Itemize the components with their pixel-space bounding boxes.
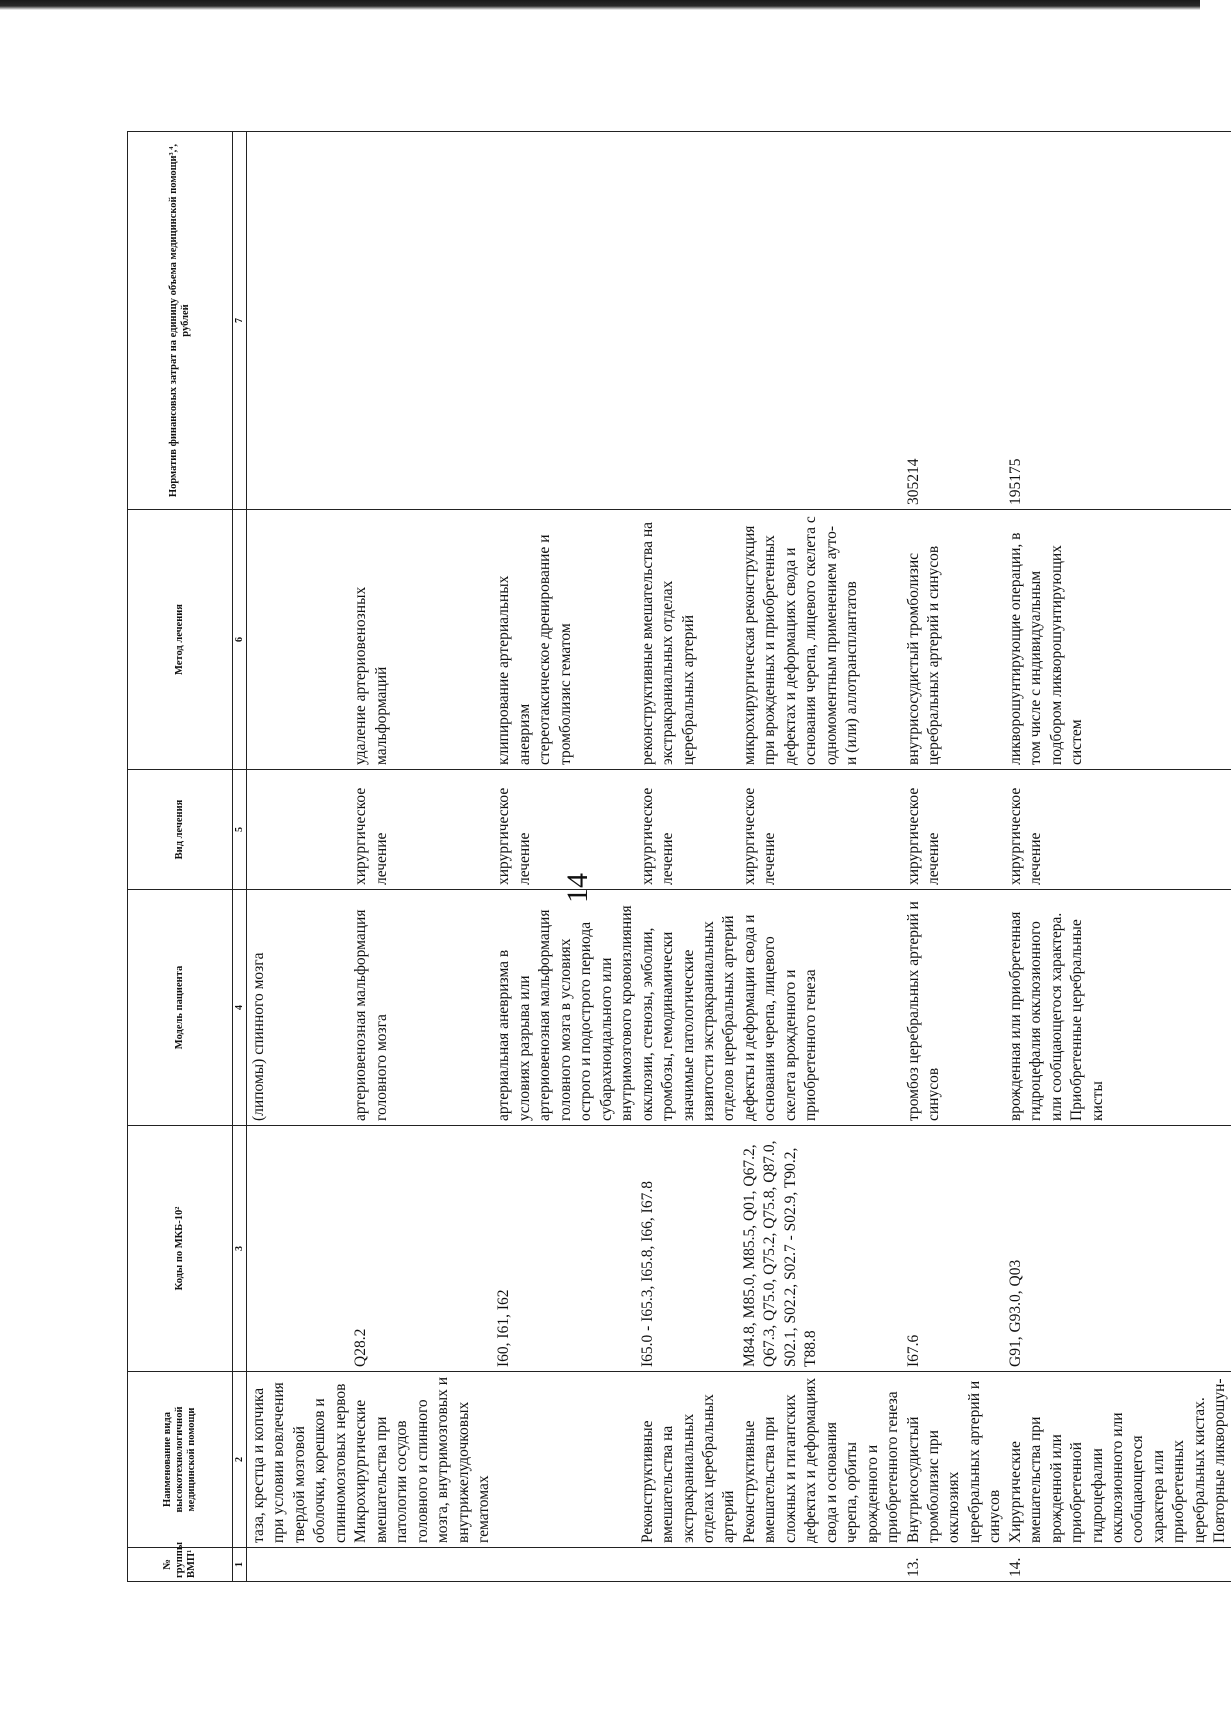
cell-model: артериальная аневризма в условиях разрыва или артериовенозная мальформация головного мозга в условиях острого и подострого периода субарахноидального или внутримозгового кровоизлияния	[494, 890, 637, 1126]
cell-model: окклюзии, стенозы, эмболии, тромбозы, гемодинамически значимые патологические извитости экстракраниальных отделов церебральных артерий	[638, 890, 740, 1126]
header-care-type: Наименование вида высокотехнологичной медицинской помощи	[128, 1372, 233, 1548]
cell-model: тромбоз церебральных артерий и синусов	[904, 890, 1006, 1126]
cell-treatment: хирургическое лечение	[638, 770, 740, 890]
cell-group: 13.	[904, 1548, 1006, 1582]
table-row	[904, 132, 1006, 1582]
cell-name: Реконструктивные вмешательства на экстракраниальных отделах церебральных артерий	[638, 1372, 740, 1548]
cell-model: артериовенозная мальформация головного мозга	[351, 890, 494, 1126]
cell-name: Микрохирургические вмешательства при патологии сосудов головного и спинного мозга, внутримозговых и внутрижелудочковых гематомах	[351, 1372, 494, 1548]
cell-norm	[638, 132, 740, 510]
cell-method: удаление артериовенозных мальформаций	[351, 510, 494, 770]
cell-name: Внутрисосудистый тромболизис при окклюзиях церебральных артерий и синусов	[904, 1372, 1006, 1548]
cell-treatment: хирургическое лечение	[351, 770, 494, 890]
cell-name: Хирургические вмешательства при врожденной или приобретенной гидроцефалии окклюзионного или сообщающегося характера или приобретенных церебральных кистах. Повторные ликворошун-	[1006, 1372, 1231, 1548]
method-line: стереотаксическое дренирование и тромболизис гематом	[536, 534, 574, 765]
col-number: 1	[233, 1548, 247, 1582]
cell-norm	[247, 132, 352, 510]
table-row	[351, 132, 494, 1582]
cell-norm	[351, 132, 494, 510]
header-number-row	[233, 132, 247, 1582]
table-row	[1006, 132, 1231, 1582]
cell-name	[494, 1372, 637, 1548]
cell-norm: 305214	[904, 132, 1006, 510]
cell-group	[740, 1548, 904, 1582]
cell-method: ликворошунтирующие операции, в том числе с индивидуальным подбором ликворошунтирующих систем	[1006, 510, 1231, 770]
rotated-table-frame	[127, 132, 1229, 1582]
page-number: 14	[561, 873, 594, 903]
cell-codes: I67.6	[904, 1126, 1006, 1372]
cell-codes: Q28.2	[351, 1126, 494, 1372]
cell-codes: I65.0 - I65.3, I65.8, I66, I67.8	[638, 1126, 740, 1372]
cell-method: внутрисосудистый тромболизис церебральных артерий и синусов	[904, 510, 1006, 770]
cell-group	[247, 1548, 352, 1582]
cell-codes: M84.8, M85.0, M85.5, Q01, Q67.2, Q67.3, Q75.0, Q75.2, Q75.8, Q87.0, S02.1, S02.2, S02.7 - S02.9, T90.2, T88.8	[740, 1126, 904, 1372]
cell-norm: 195175	[1006, 132, 1231, 510]
cell-method: микрохирургическая реконструкция при врожденных и приобретенных дефектах и деформациях свода и основания черепа, лицевого скелета с одномоментным применением ауто- и (или) аллотрансплантатов	[740, 510, 904, 770]
cell-group	[494, 1548, 637, 1582]
col-number: 5	[233, 770, 247, 890]
col-number: 2	[233, 1372, 247, 1548]
cell-treatment: хирургическое лечение	[740, 770, 904, 890]
cell-codes: G91, G93.0, Q03	[1006, 1126, 1231, 1372]
cell-model: дефекты и деформации свода и основания черепа, лицевого скелета врожденного и приобретенного генеза	[740, 890, 904, 1126]
cell-norm	[740, 132, 904, 510]
cell-norm	[494, 132, 637, 510]
cell-treatment: хирургическое лечение	[494, 770, 637, 890]
header-cost-norm: Норматив финансовых затрат на единицу объема медицинской помощи³,⁴, рублей	[128, 132, 233, 510]
cell-method: реконструктивные вмешательства на экстракраниальных отделах церебральных артерий	[638, 510, 740, 770]
method-line: клипирование артериальных аневризм	[495, 575, 533, 765]
header-patient-model: Модель пациента	[128, 890, 233, 1126]
header-group-number: № группы ВМП¹	[128, 1548, 233, 1582]
treatment-table	[127, 131, 1231, 1582]
col-number: 6	[233, 510, 247, 770]
scan-edge	[0, 0, 1200, 10]
table-row	[638, 132, 740, 1582]
header-treatment-type: Вид лечения	[128, 770, 233, 890]
cell-model: врожденная или приобретенная гидроцефалия окклюзионного или сообщающегося характера. Приобретенные церебральные кисты	[1006, 890, 1231, 1126]
cell-name: Реконструктивные вмешательства при сложных и гигантских дефектах и деформациях свода и основания черепа, орбиты врожденного и приобретенного генеза	[740, 1372, 904, 1548]
cell-method	[494, 510, 637, 770]
header-treatment-method: Метод лечения	[128, 510, 233, 770]
cell-group	[638, 1548, 740, 1582]
header-icd-codes: Коды по МКБ-10²	[128, 1126, 233, 1372]
cell-model: (липомы) спинного мозга	[247, 890, 352, 1126]
col-number: 3	[233, 1126, 247, 1372]
cell-group: 14.	[1006, 1548, 1231, 1582]
table-row	[494, 132, 637, 1582]
cell-codes	[247, 1126, 352, 1372]
cell-codes: I60, I61, I62	[494, 1126, 637, 1372]
cell-method	[247, 510, 352, 770]
cell-group	[351, 1548, 494, 1582]
cell-treatment: хирургическое лечение	[1006, 770, 1231, 890]
col-number: 4	[233, 890, 247, 1126]
col-number: 7	[233, 132, 247, 510]
header-row	[128, 132, 233, 1582]
cell-treatment	[247, 770, 352, 890]
cell-treatment: хирургическое лечение	[904, 770, 1006, 890]
table-row	[247, 132, 352, 1582]
table-row	[740, 132, 904, 1582]
cell-name: таза, крестца и копчика при условии вовлечения твердой мозговой оболочки, корешков и спинномозговых нервов	[247, 1372, 352, 1548]
